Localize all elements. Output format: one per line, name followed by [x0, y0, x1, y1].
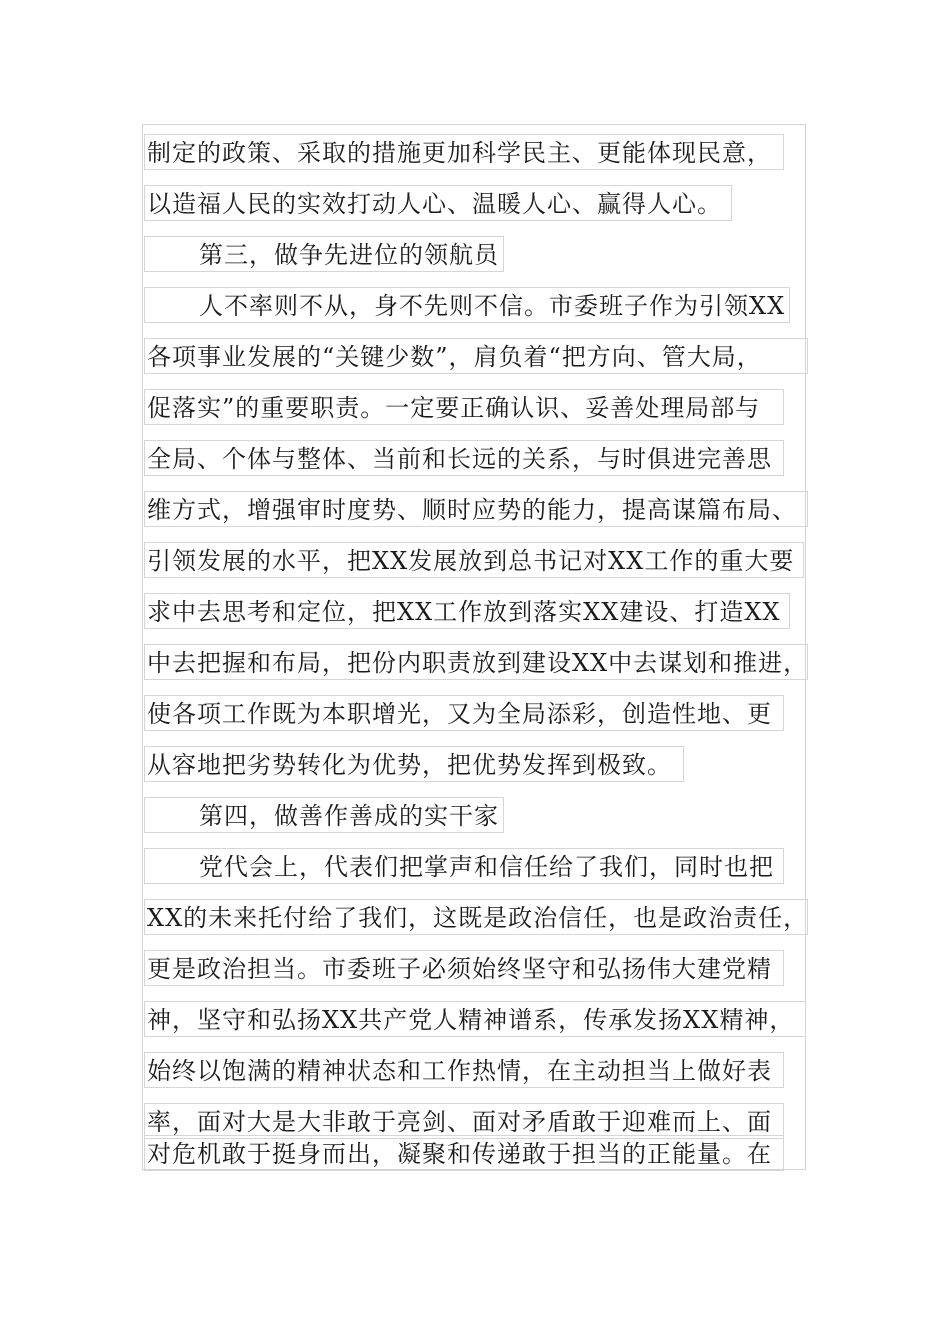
text-line-18: 神，坚守和弘扬XX共产党人精神谱系，传承发扬XX精神， [144, 1001, 806, 1037]
text-line-4: 人不率则不从，身不先则不信。市委班子作为引领XX [144, 287, 790, 323]
text-line-12: 使各项工作既为本职增光，又为全局添彩，创造性地、更 [144, 695, 784, 731]
text-line-15: 党代会上，代表们把掌声和信任给了我们，同时也把 [144, 848, 784, 884]
text-line-13: 从容地把劣势转化为优势，把优势发挥到极致。 [144, 746, 684, 782]
text-line-11: 中去把握和布局，把份内职责放到建设XX中去谋划和推进， [144, 644, 808, 680]
text-line-8: 维方式，增强审时度势、顺时应势的能力，提高谋篇布局、 [144, 491, 808, 527]
text-line-6: 促落实”的重要职责。一定要正确认识、妥善处理局部与 [144, 389, 784, 425]
text-line-21: 对危机敢于挺身而出，凝聚和传递敢于担当的正能量。在 [144, 1135, 784, 1171]
text-line-20: 率，面对大是大非敢于亮剑、面对矛盾敢于迎难而上、面 [144, 1103, 784, 1139]
text-line-5: 各项事业发展的“关键少数”，肩负着“把方向、管大局， [144, 338, 808, 374]
text-line-2: 以造福人民的实效打动人心、温暖人心、赢得人心。 [144, 185, 732, 221]
text-line-17: 更是政治担当。市委班子必须始终坚守和弘扬伟大建党精 [144, 950, 784, 986]
text-line-10: 求中去思考和定位，把XX工作放到落实XX建设、打造XX [144, 593, 790, 629]
text-line-19: 始终以饱满的精神状态和工作热情，在主动担当上做好表 [144, 1052, 784, 1088]
text-line-7: 全局、个体与整体、当前和长远的关系，与时俱进完善思 [144, 440, 784, 476]
text-line-1: 制定的政策、采取的措施更加科学民主、更能体现民意， [144, 134, 784, 170]
section-heading-3: 第三，做争先进位的领航员 [144, 236, 504, 272]
section-heading-14: 第四，做善作善成的实干家 [144, 797, 504, 833]
text-line-9: 引领发展的水平，把XX发展放到总书记对XX工作的重大要 [144, 542, 804, 578]
text-line-16: XX的未来托付给了我们，这既是政治信任，也是政治责任， [144, 899, 808, 935]
